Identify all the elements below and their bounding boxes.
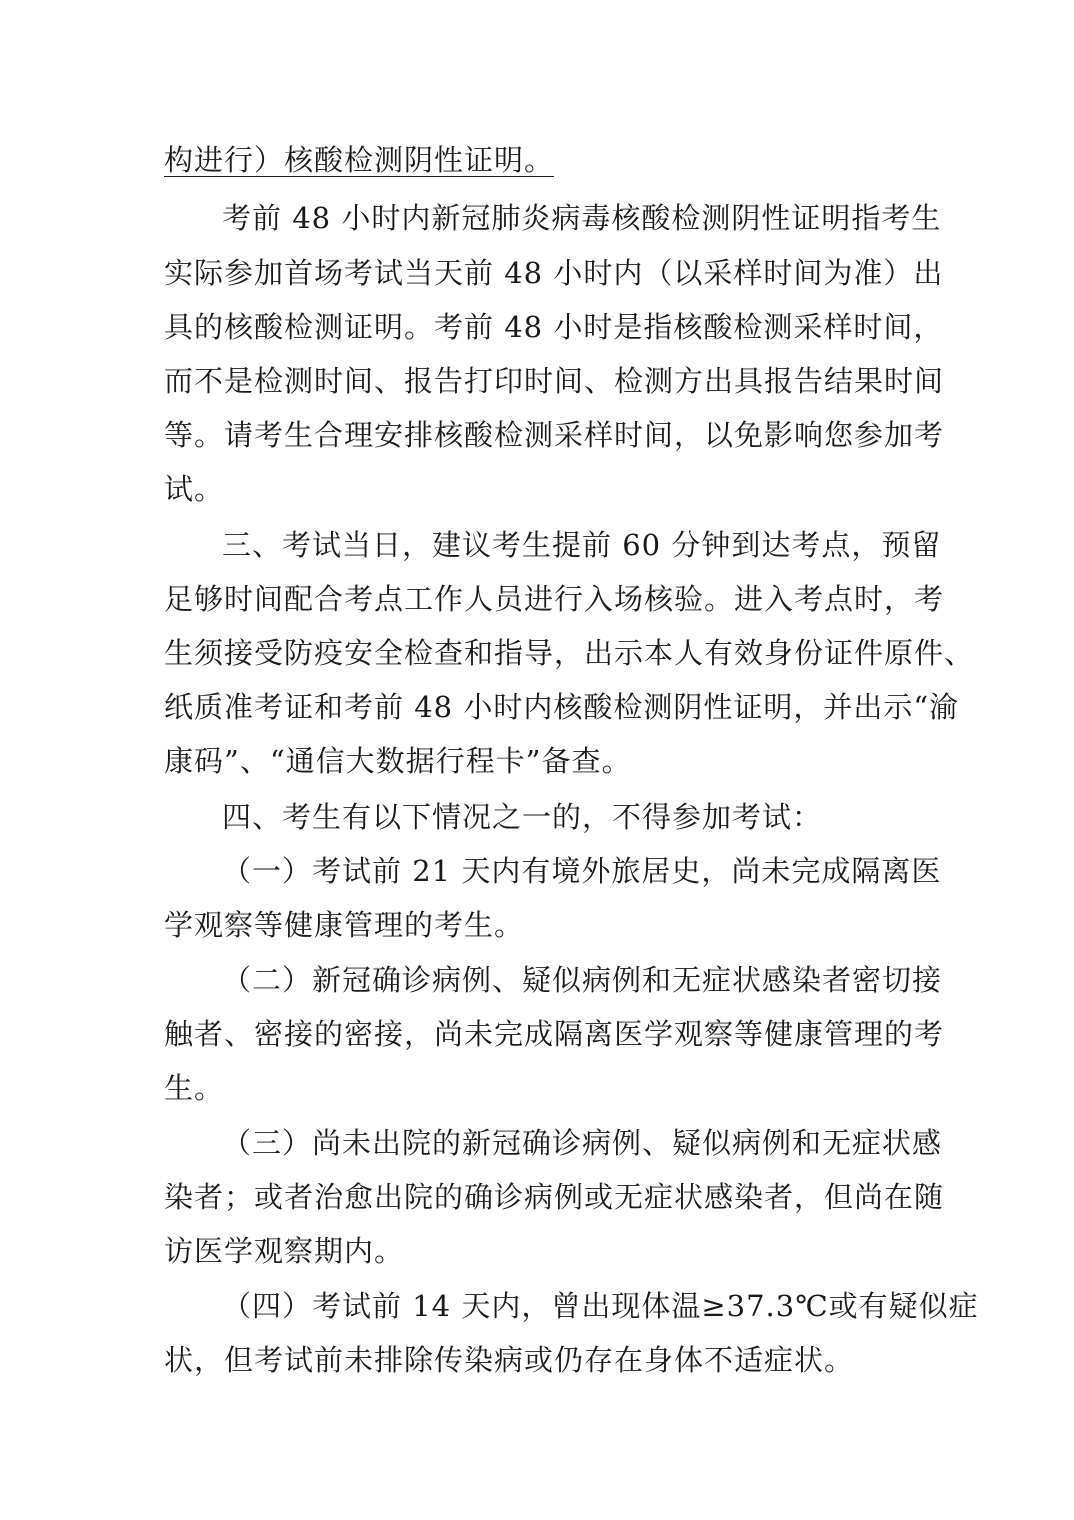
paragraph-first-line: （三）尚未出院的新冠确诊病例、疑似病例和无症状感 [222, 1126, 943, 1160]
text-line: 试。 [164, 472, 225, 506]
paragraph-first-line: 四、考生有以下情况之一的，不得参加考试： [222, 800, 823, 834]
text-line: 触者、密接的密接，尚未完成隔离医学观察等健康管理的考 [164, 1017, 945, 1051]
text-line: 染者；或者治愈出院的确诊病例或无症状感染者，但尚在随 [164, 1180, 945, 1214]
text-line: 实际参加首场考试当天前 48 小时内（以采样时间为准）出 [164, 256, 944, 290]
text-line: 等。请考生合理安排核酸检测采样时间，以免影响您参加考 [164, 418, 945, 452]
paragraph-first-line: （四）考试前 14 天内，曾出现体温≥37.3℃或有疑似症 [222, 1289, 979, 1323]
text-line: 具的核酸检测证明。考前 48 小时是指核酸检测采样时间， [164, 310, 944, 344]
text-line: 生须接受防疫安全检查和指导，出示本人有效身份证件原件、 [164, 636, 975, 670]
paragraph-first-line: 三、考试当日，建议考生提前 60 分钟到达考点，预留 [222, 528, 942, 562]
paragraph-first-line: 考前 48 小时内新冠肺炎病毒核酸检测阴性证明指考生 [222, 201, 942, 235]
text-line: 构进行）核酸检测阴性证明。 [164, 143, 555, 177]
text-line: 而不是检测时间、报告打印时间、检测方出具报告结果时间 [164, 364, 945, 398]
text-line: 生。 [164, 1071, 225, 1105]
text-line: 学观察等健康管理的考生。 [164, 908, 525, 942]
text-line: 足够时间配合考点工作人员进行入场核验。进入考点时，考 [164, 582, 945, 616]
paragraph-first-line: （一）考试前 21 天内有境外旅居史，尚未完成隔离医 [222, 854, 942, 888]
text-line: 状，但考试前未排除传染病或仍存在身体不适症状。 [164, 1343, 855, 1377]
paragraph-first-line: （二）新冠确诊病例、疑似病例和无症状感染者密切接 [222, 963, 943, 997]
text-line: 访医学观察期内。 [164, 1234, 405, 1268]
text-line: 康码”、“通信大数据行程卡”备查。 [164, 744, 632, 778]
text-line: 纸质准考证和考前 48 小时内核酸检测阴性证明，并出示“渝 [164, 690, 960, 724]
